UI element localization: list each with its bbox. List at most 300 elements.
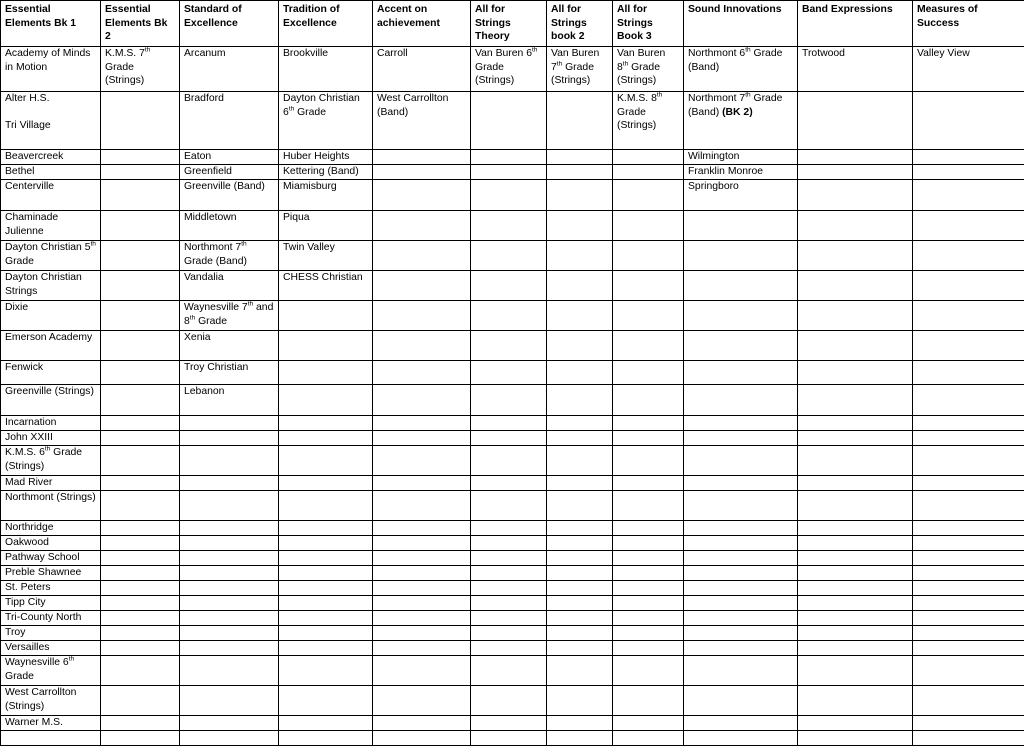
table-cell <box>373 626 471 641</box>
table-cell <box>798 165 913 180</box>
table-cell <box>798 150 913 165</box>
table-cell <box>913 521 1024 536</box>
table-cell <box>913 150 1024 165</box>
table-cell <box>373 211 471 241</box>
table-cell <box>471 361 547 385</box>
column-header: Standard of Excellence <box>180 1 279 47</box>
table-cell <box>180 611 279 626</box>
table-cell <box>798 361 913 385</box>
table-cell: Beavercreek <box>1 150 101 165</box>
table-cell <box>373 416 471 431</box>
table-cell <box>684 641 798 656</box>
table-cell <box>547 446 613 476</box>
table-cell <box>613 476 684 491</box>
table-cell <box>913 596 1024 611</box>
table-cell: Centerville <box>1 180 101 211</box>
table-cell <box>547 731 613 746</box>
table-cell <box>613 686 684 716</box>
table-cell <box>471 611 547 626</box>
table-cell: West Carrollton (Band) <box>373 92 471 150</box>
table-cell <box>373 180 471 211</box>
table-cell <box>180 656 279 686</box>
table-cell <box>279 301 373 331</box>
table-cell <box>913 361 1024 385</box>
table-row <box>1 521 1024 536</box>
table-cell <box>373 241 471 271</box>
table-cell: Wilmington <box>684 150 798 165</box>
table-cell <box>101 431 180 446</box>
table-cell <box>471 92 547 150</box>
table-cell <box>684 626 798 641</box>
table-cell: Bradford <box>180 92 279 150</box>
table-cell: Fenwick <box>1 361 101 385</box>
table-row <box>1 536 1024 551</box>
table-cell <box>547 331 613 361</box>
table-cell <box>547 301 613 331</box>
table-cell <box>547 271 613 301</box>
table-cell: Preble Shawnee <box>1 566 101 581</box>
table-cell <box>471 566 547 581</box>
table-cell <box>684 491 798 521</box>
table-cell <box>471 180 547 211</box>
table-cell <box>101 716 180 731</box>
table-cell <box>373 581 471 596</box>
column-header: Band Expressions <box>798 1 913 47</box>
table-cell <box>684 731 798 746</box>
table-cell <box>547 361 613 385</box>
table-cell: Kettering (Band) <box>279 165 373 180</box>
table-cell <box>373 165 471 180</box>
table-row <box>1 686 1024 716</box>
table-cell: Northmont 7th Grade (Band) <box>180 241 279 271</box>
table-cell: John XXIII <box>1 431 101 446</box>
table-cell <box>613 301 684 331</box>
table-cell <box>913 385 1024 416</box>
table-cell <box>547 150 613 165</box>
table-cell <box>684 551 798 566</box>
table-cell <box>471 536 547 551</box>
table-cell <box>547 611 613 626</box>
column-header: Essential Elements Bk 2 <box>101 1 180 47</box>
table-cell <box>798 716 913 731</box>
table-row <box>1 656 1024 686</box>
table-cell <box>613 446 684 476</box>
table-cell <box>613 626 684 641</box>
table-cell <box>180 566 279 581</box>
table-cell <box>613 641 684 656</box>
table-cell <box>471 626 547 641</box>
table-cell <box>471 165 547 180</box>
table-cell <box>471 416 547 431</box>
table-cell: Tipp City <box>1 596 101 611</box>
table-cell <box>279 385 373 416</box>
table-cell <box>613 180 684 211</box>
table-cell <box>613 566 684 581</box>
table-cell <box>101 626 180 641</box>
table-cell <box>547 241 613 271</box>
table-cell <box>684 446 798 476</box>
table-cell <box>684 536 798 551</box>
table-cell: Tri-County North <box>1 611 101 626</box>
table-cell <box>798 521 913 536</box>
table-cell <box>101 521 180 536</box>
table-cell <box>471 491 547 521</box>
table-cell <box>913 431 1024 446</box>
table-cell <box>471 521 547 536</box>
table-cell <box>913 551 1024 566</box>
header-row <box>1 1 1024 47</box>
table-cell <box>684 385 798 416</box>
table-cell <box>279 491 373 521</box>
table-cell: Arcanum <box>180 47 279 92</box>
table-cell: Dayton Christian 5th Grade <box>1 241 101 271</box>
table-cell <box>373 596 471 611</box>
column-header: Essential Elements Bk 1 <box>1 1 101 47</box>
table-cell <box>547 656 613 686</box>
table-cell <box>798 491 913 521</box>
table-row <box>1 165 1024 180</box>
table-cell <box>613 361 684 385</box>
table-cell <box>913 331 1024 361</box>
table-cell <box>180 416 279 431</box>
table-cell <box>798 731 913 746</box>
table-cell <box>684 301 798 331</box>
table-cell <box>471 301 547 331</box>
table-cell <box>101 211 180 241</box>
table-cell <box>547 686 613 716</box>
table-cell <box>684 211 798 241</box>
column-header: Tradition of Excellence <box>279 1 373 47</box>
table-cell <box>180 476 279 491</box>
table-cell <box>279 566 373 581</box>
table-cell <box>279 521 373 536</box>
table-cell: K.M.S. 8th Grade (Strings) <box>613 92 684 150</box>
table-cell <box>180 641 279 656</box>
table-cell <box>547 211 613 241</box>
table-cell <box>684 686 798 716</box>
table-cell <box>101 446 180 476</box>
table-cell: Mad River <box>1 476 101 491</box>
table-cell <box>613 551 684 566</box>
table-cell <box>373 521 471 536</box>
table-cell <box>101 165 180 180</box>
table-cell: Springboro <box>684 180 798 211</box>
table-row <box>1 241 1024 271</box>
table-cell <box>180 521 279 536</box>
table-cell <box>613 656 684 686</box>
table-cell <box>101 476 180 491</box>
table-row <box>1 731 1024 746</box>
table-cell <box>613 165 684 180</box>
table-cell <box>180 626 279 641</box>
table-cell <box>798 536 913 551</box>
table-row <box>1 611 1024 626</box>
table-cell <box>101 331 180 361</box>
table-cell <box>101 731 180 746</box>
table-cell <box>373 731 471 746</box>
table-cell <box>913 536 1024 551</box>
table-cell <box>471 641 547 656</box>
table-cell: Twin Valley <box>279 241 373 271</box>
table-cell <box>547 431 613 446</box>
table-cell <box>101 92 180 150</box>
table-cell <box>798 271 913 301</box>
column-header: Sound Innovations <box>684 1 798 47</box>
table-cell <box>471 731 547 746</box>
table-cell <box>547 491 613 521</box>
table-cell <box>471 716 547 731</box>
table-row <box>1 361 1024 385</box>
table-cell <box>798 180 913 211</box>
table-cell <box>684 416 798 431</box>
table-cell <box>798 446 913 476</box>
table-cell <box>913 491 1024 521</box>
table-cell <box>101 361 180 385</box>
table-cell <box>180 536 279 551</box>
table-row <box>1 92 1024 150</box>
table-cell <box>913 716 1024 731</box>
table-cell <box>101 416 180 431</box>
table-cell <box>613 611 684 626</box>
table-cell <box>373 361 471 385</box>
table-cell <box>798 385 913 416</box>
table-cell <box>373 551 471 566</box>
table-cell <box>180 731 279 746</box>
table-cell <box>471 241 547 271</box>
table-cell: Northmont (Strings) <box>1 491 101 521</box>
table-body <box>1 47 1024 746</box>
table-cell <box>279 581 373 596</box>
table-cell: Troy Christian <box>180 361 279 385</box>
table-cell <box>613 731 684 746</box>
table-cell: Northmont 7th Grade (Band) (BK 2) <box>684 92 798 150</box>
table-cell: Chaminade Julienne <box>1 211 101 241</box>
table-cell <box>547 385 613 416</box>
table-cell <box>180 431 279 446</box>
table-cell <box>101 301 180 331</box>
table-cell <box>471 271 547 301</box>
table-cell: Incarnation <box>1 416 101 431</box>
table-cell: Eaton <box>180 150 279 165</box>
table-cell <box>684 596 798 611</box>
table-cell <box>613 521 684 536</box>
table-cell: Dixie <box>1 301 101 331</box>
table-cell: Lebanon <box>180 385 279 416</box>
table-cell <box>613 211 684 241</box>
table-cell <box>279 416 373 431</box>
table-cell: Trotwood <box>798 47 913 92</box>
table-row <box>1 431 1024 446</box>
table-cell <box>373 611 471 626</box>
table-cell <box>101 581 180 596</box>
table-cell <box>279 716 373 731</box>
table-cell: Piqua <box>279 211 373 241</box>
table-cell <box>547 521 613 536</box>
table-cell: Xenia <box>180 331 279 361</box>
table-cell <box>798 641 913 656</box>
table-cell <box>613 596 684 611</box>
table-cell <box>279 331 373 361</box>
table-cell <box>613 716 684 731</box>
table-cell: Warner M.S. <box>1 716 101 731</box>
table-cell <box>684 361 798 385</box>
table-cell <box>101 686 180 716</box>
table-cell <box>913 581 1024 596</box>
table-row <box>1 301 1024 331</box>
table-cell <box>798 596 913 611</box>
column-header: All for Strings Book 3 <box>613 1 684 47</box>
table-cell: Dayton Christian Strings <box>1 271 101 301</box>
table-cell <box>798 416 913 431</box>
table-cell <box>180 491 279 521</box>
table-cell <box>471 686 547 716</box>
table-cell: Northridge <box>1 521 101 536</box>
table-cell <box>547 641 613 656</box>
column-header: Measures of Success <box>913 1 1024 47</box>
table-cell <box>613 331 684 361</box>
table-cell: Waynesville 6th Grade <box>1 656 101 686</box>
table-cell <box>471 446 547 476</box>
table-cell: St. Peters <box>1 581 101 596</box>
table-cell: Middletown <box>180 211 279 241</box>
table-cell <box>180 446 279 476</box>
table-cell <box>798 476 913 491</box>
table-row <box>1 581 1024 596</box>
table-cell <box>613 491 684 521</box>
table-cell: Bethel <box>1 165 101 180</box>
table-cell: Huber Heights <box>279 150 373 165</box>
table-cell <box>373 536 471 551</box>
table-cell <box>913 416 1024 431</box>
table-row <box>1 491 1024 521</box>
table-row <box>1 331 1024 361</box>
book-two-note: (BK 2) <box>722 106 753 118</box>
table-cell <box>547 180 613 211</box>
table-cell <box>471 581 547 596</box>
table-row <box>1 566 1024 581</box>
table-cell: Franklin Monroe <box>684 165 798 180</box>
column-header: All for Strings Theory <box>471 1 547 47</box>
table-cell <box>913 686 1024 716</box>
table-cell: Van Buren 7th Grade (Strings) <box>547 47 613 92</box>
table-cell: Van Buren 8th Grade (Strings) <box>613 47 684 92</box>
table-cell: Alter H.S. Tri Village <box>1 92 101 150</box>
table-cell <box>373 150 471 165</box>
table-cell <box>547 92 613 150</box>
table-row <box>1 626 1024 641</box>
table-cell <box>101 271 180 301</box>
table-cell <box>101 656 180 686</box>
table-cell <box>684 476 798 491</box>
table-cell <box>798 211 913 241</box>
table-cell <box>279 626 373 641</box>
table-cell <box>101 596 180 611</box>
table-cell: Greenville (Strings) <box>1 385 101 416</box>
table-cell <box>101 566 180 581</box>
table-cell: Oakwood <box>1 536 101 551</box>
table-row <box>1 385 1024 416</box>
table-cell <box>180 596 279 611</box>
table-cell <box>684 241 798 271</box>
table-cell <box>798 551 913 566</box>
table-row <box>1 596 1024 611</box>
table-cell: Academy of Minds in Motion <box>1 47 101 92</box>
table-cell <box>913 476 1024 491</box>
table-cell <box>547 716 613 731</box>
table-cell <box>279 361 373 385</box>
table-cell: Valley View <box>913 47 1024 92</box>
table-cell: Vandalia <box>180 271 279 301</box>
table-cell <box>913 611 1024 626</box>
table-cell <box>798 92 913 150</box>
table-cell <box>684 581 798 596</box>
table-row <box>1 211 1024 241</box>
table-cell <box>279 476 373 491</box>
table-cell <box>613 271 684 301</box>
table-cell <box>913 446 1024 476</box>
table-cell <box>613 581 684 596</box>
table-cell <box>547 165 613 180</box>
table-cell <box>373 476 471 491</box>
table-cell <box>613 385 684 416</box>
table-cell <box>471 431 547 446</box>
table-cell <box>373 686 471 716</box>
table-cell <box>798 611 913 626</box>
table-cell: Waynesville 7th and 8th Grade <box>180 301 279 331</box>
column-header: Accent on achievement <box>373 1 471 47</box>
table-cell <box>684 431 798 446</box>
table-cell <box>373 491 471 521</box>
table-cell <box>373 385 471 416</box>
table-cell <box>101 551 180 566</box>
table-cell <box>180 551 279 566</box>
table-cell <box>101 241 180 271</box>
table-cell <box>798 686 913 716</box>
table-cell <box>684 566 798 581</box>
table-row <box>1 150 1024 165</box>
table-cell <box>279 446 373 476</box>
table-cell <box>913 301 1024 331</box>
table-cell <box>373 716 471 731</box>
table-row <box>1 416 1024 431</box>
table-row <box>1 476 1024 491</box>
table-cell <box>913 271 1024 301</box>
table-cell: Miamisburg <box>279 180 373 211</box>
table-cell <box>684 521 798 536</box>
table-cell <box>913 566 1024 581</box>
table-cell <box>180 581 279 596</box>
table-cell <box>471 476 547 491</box>
table-cell <box>613 431 684 446</box>
table-cell <box>913 626 1024 641</box>
table-cell <box>373 301 471 331</box>
table-cell: Greenville (Band) <box>180 180 279 211</box>
table-cell: Northmont 6th Grade (Band) <box>684 47 798 92</box>
table-cell <box>279 686 373 716</box>
table-cell <box>547 416 613 431</box>
table-cell <box>471 331 547 361</box>
table-row <box>1 446 1024 476</box>
table-cell <box>279 596 373 611</box>
table-cell <box>101 150 180 165</box>
table-cell <box>798 301 913 331</box>
table-cell <box>798 566 913 581</box>
table-cell <box>180 716 279 731</box>
table-cell <box>547 566 613 581</box>
table-cell <box>613 536 684 551</box>
table-cell <box>373 271 471 301</box>
table-row <box>1 180 1024 211</box>
